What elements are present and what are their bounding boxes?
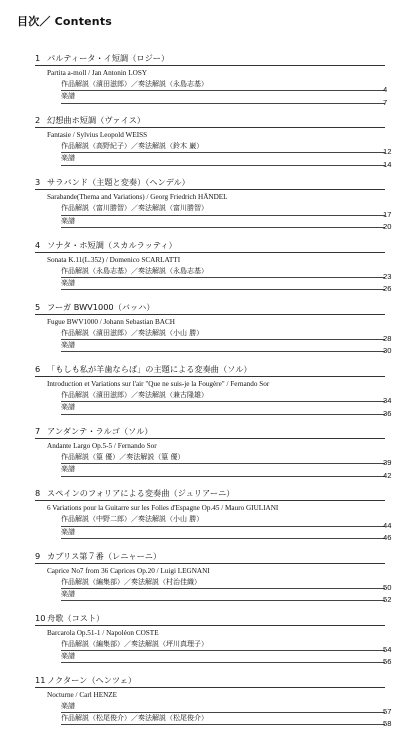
page-number: 56 xyxy=(383,657,392,667)
entry-number: 4 xyxy=(35,239,41,250)
entry-line xyxy=(61,651,392,667)
entry-title: フーガ BWV1000（バッハ） xyxy=(47,301,155,312)
page-heading: 目次／ Contents xyxy=(17,15,113,28)
entry-line-text: 楽譜 xyxy=(61,216,75,225)
entry-line-text: 楽譜 xyxy=(61,154,75,163)
entry-line-text: 楽譜 xyxy=(61,465,75,474)
entry-line xyxy=(61,452,392,468)
entry-title: サラバンド（主題と変奏）（ヘンデル） xyxy=(47,177,190,188)
page-number: 4 xyxy=(383,85,388,95)
page-number: 14 xyxy=(383,159,392,169)
entry-number: 3 xyxy=(35,177,41,188)
entry-line xyxy=(61,639,392,654)
entry-line xyxy=(61,577,392,592)
entry-line-text: 作品解説（富川勝智）／奏法解説（富川勝智） xyxy=(61,204,208,213)
entry-number: 5 xyxy=(35,301,41,312)
entry-title: スペインのフォリアによる変奏曲（ジュリアーニ） xyxy=(47,488,235,499)
entry-line xyxy=(61,527,392,542)
contents-entry xyxy=(35,550,392,605)
entry-line-text: 作品解説（篁 優）／奏法解説（篁 優） xyxy=(61,453,185,462)
entry-title-row xyxy=(35,674,385,688)
entry-line xyxy=(61,464,392,480)
entry-subtitle: Andante Largo Op.5-5 / Fernando Sor xyxy=(47,442,157,451)
entry-line xyxy=(61,514,392,530)
entry-title-row xyxy=(35,52,385,66)
contents-entry xyxy=(35,52,388,107)
entry-line-text: 楽譜 xyxy=(61,651,75,660)
entry-title-row xyxy=(35,550,385,564)
entry-subtitle: Fantasie / Sylvius Leopold WEISS xyxy=(47,131,148,140)
page-number: 57 xyxy=(383,707,392,717)
entry-title-row xyxy=(35,612,385,626)
entry-title-row xyxy=(35,239,385,253)
page-number: 36 xyxy=(383,408,392,418)
entry-number: 2 xyxy=(35,115,41,126)
entry-title-row xyxy=(35,176,385,190)
entry-number: 11 xyxy=(35,674,46,685)
entry-subtitle: Barcarola Op.51-1 / Napoléon COSTE xyxy=(47,628,159,637)
entry-line-text: 作品解説（中野二郎）／奏法解説（小山 勝） xyxy=(61,515,204,524)
entry-line xyxy=(61,266,392,281)
entry-line-text: 作品解説（編集部）／奏法解説（坪川真理子） xyxy=(61,639,208,648)
contents-entry xyxy=(35,487,392,542)
page-number: 12 xyxy=(383,147,392,157)
entry-number: 8 xyxy=(35,488,41,499)
entry-title: アンダンテ・ラルゴ（ソル） xyxy=(47,426,153,437)
page-number: 54 xyxy=(383,644,392,654)
entry-line xyxy=(61,701,392,717)
contents-entry xyxy=(35,612,392,667)
entry-number: 9 xyxy=(35,550,41,561)
entry-line xyxy=(61,402,392,418)
entry-line xyxy=(61,153,392,169)
entry-number: 10 xyxy=(35,612,46,623)
entry-title: 舟歌（コスト） xyxy=(47,612,105,623)
entry-title-row xyxy=(35,425,385,439)
entry-number: 1 xyxy=(35,53,41,63)
page-number: 7 xyxy=(383,97,388,107)
entry-title: ノクターン（ヘンツェ） xyxy=(47,674,137,685)
entry-title: ソナタ・ホ短調（スカルラッティ） xyxy=(47,239,177,250)
page-number: 44 xyxy=(383,520,392,530)
contents-entry xyxy=(35,114,392,169)
page-number: 34 xyxy=(383,396,392,406)
entry-subtitle: Fugue BWV1000 / Johann Sebastian BACH xyxy=(47,317,175,326)
page-number: 46 xyxy=(383,532,392,542)
page-number: 28 xyxy=(383,334,392,344)
entry-title: パルティータ・イ短調（ロジー） xyxy=(47,53,170,63)
entry-title: 幻想曲ホ短調（ヴァイス） xyxy=(47,115,146,126)
entry-line-text: 作品解説（濱田滋郎）／奏法解説（小山 勝） xyxy=(61,328,204,337)
page-number: 30 xyxy=(383,346,392,356)
page-number: 17 xyxy=(383,209,392,219)
entry-line-text: 楽譜 xyxy=(61,527,75,536)
entry-line-text: 作品解説（濱田滋郎）／奏法解説（永島志基） xyxy=(61,80,208,88)
entry-line-text: 作品解説（濱田滋郎）／奏法解説（兼古隆雄） xyxy=(61,390,208,399)
entry-number: 7 xyxy=(35,426,41,437)
entry-line-text: 楽譜 xyxy=(61,92,75,101)
entry-title-row xyxy=(35,487,385,501)
contents-entry xyxy=(35,176,392,231)
entry-line xyxy=(61,328,392,344)
entry-subtitle: Partita a-moll / Jan Antonin LOSY xyxy=(47,69,148,77)
contents-entry xyxy=(35,363,392,418)
entry-line-text: 作品解説（松尾俊介）／奏法解説（松尾俊介） xyxy=(61,714,208,723)
entry-title-row xyxy=(35,301,385,315)
entry-line xyxy=(61,340,392,356)
entry-subtitle: 6 Variations pour la Guitarre sur les Folies d'Espagne Op.45 / Mauro GIULIANI xyxy=(47,504,279,513)
entry-line xyxy=(61,589,392,605)
contents-entry xyxy=(35,425,392,480)
entry-subtitle: Introduction et Variations sur l'air "Que ne suis-je la Fougère" / Fernando Sor xyxy=(47,379,270,388)
entry-title-row xyxy=(35,114,385,128)
entry-line-text: 作品解説（永島志基）／奏法解説（永島志基） xyxy=(61,266,208,275)
entry-subtitle: Sarabande(Thema and Variations) / Georg Friedrich HÄNDEL xyxy=(47,193,228,202)
contents-entry xyxy=(35,674,392,729)
entry-line xyxy=(61,91,388,107)
page-number: 26 xyxy=(383,284,392,294)
entry-line xyxy=(61,278,392,294)
entry-line-text: 楽譜 xyxy=(61,278,75,287)
entry-line-text: 作品解説（高野紀子）／奏法解説（鈴木 巌） xyxy=(61,142,204,151)
entry-line xyxy=(61,713,392,729)
entry-subtitle: Nocturne / Carl HENZE xyxy=(47,690,118,699)
entry-number: 6 xyxy=(35,363,41,374)
page-number: 23 xyxy=(383,271,392,281)
entry-title: 「もしも私が羊歯ならば」の主題による変奏曲（ソル） xyxy=(47,363,252,374)
entry-line-text: 楽譜 xyxy=(61,403,75,412)
entry-subtitle: Caprice No7 from 36 Caprices Op.20 / Luigi LEGNANI xyxy=(47,566,210,575)
entry-line-text: 楽譜 xyxy=(61,589,75,598)
entry-title: カプリス第７番（レニャーニ） xyxy=(47,550,162,561)
page-number: 50 xyxy=(383,582,392,592)
page-number: 52 xyxy=(383,595,392,605)
contents-entry xyxy=(35,301,392,356)
entry-subtitle: Sonata K.11(L.352) / Domenico SCARLATTI xyxy=(47,255,181,264)
entry-line xyxy=(61,390,392,406)
entry-line xyxy=(61,141,392,157)
entry-line xyxy=(61,216,392,231)
contents-list xyxy=(35,52,392,736)
entry-line xyxy=(61,79,388,95)
entry-line xyxy=(61,203,392,219)
entry-line-text: 楽譜 xyxy=(61,701,75,710)
page-number: 58 xyxy=(383,719,392,729)
page-number: 39 xyxy=(383,458,392,468)
entry-line-text: 作品解説（編集部）／奏法解説（村治佳織） xyxy=(61,577,201,586)
page-number: 42 xyxy=(383,470,392,480)
entry-line-text: 楽譜 xyxy=(61,341,75,350)
contents-entry xyxy=(35,239,392,294)
page-number: 20 xyxy=(383,221,392,231)
entry-title-row xyxy=(35,363,385,377)
